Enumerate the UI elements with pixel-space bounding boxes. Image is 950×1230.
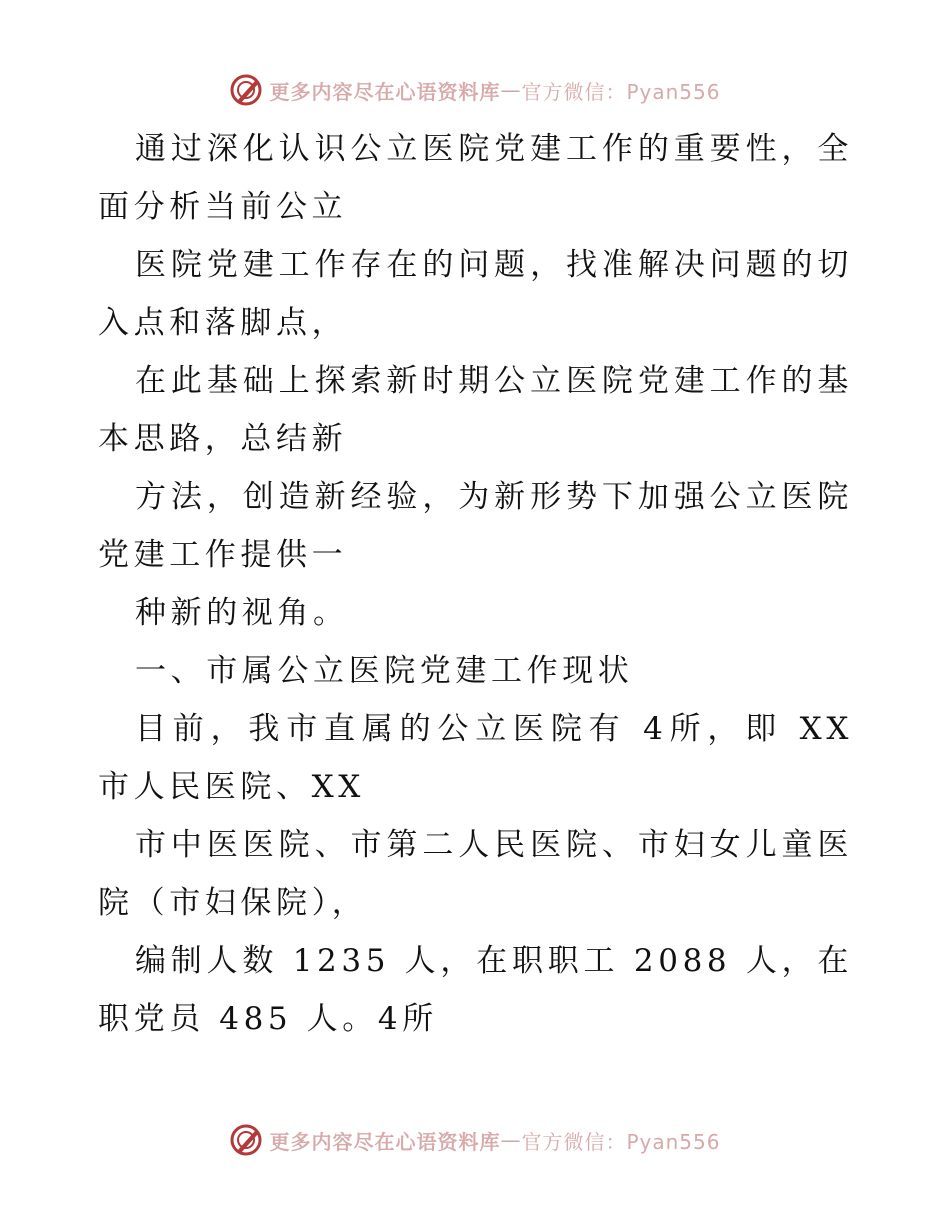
- header-watermark: [0, 70, 950, 110]
- body-paragraph: 种新的视角。: [135, 595, 349, 631]
- body-paragraph: 医院党建工作存在的问题，找准解决问题的切入点和落脚点，: [98, 247, 853, 341]
- writing-hand-logo-icon: [229, 73, 263, 107]
- body-paragraph: 在此基础上探索新时期公立医院党建工作的基本思路，总结新: [98, 363, 853, 457]
- footer-watermark: [0, 1120, 950, 1160]
- body-paragraph: 方法，创造新经验，为新形势下加强公立医院党建工作提供一: [98, 479, 853, 573]
- writing-hand-logo-icon: [229, 1123, 263, 1157]
- header-site-text: 更多内容尽在心语资料库: [269, 79, 501, 104]
- body-paragraph: 通过深化认识公立医院党建工作的重要性，全面分析当前公立: [98, 131, 853, 225]
- footer-site-text: 更多内容尽在心语资料库: [269, 1129, 501, 1154]
- footer-wechat-text: 官方微信：Pyan556: [521, 1129, 721, 1154]
- body-paragraph: 目前，我市直属的公立医院有 4所，即 XX 市人民医院、XX: [98, 711, 868, 805]
- header-separator: —: [500, 78, 522, 102]
- document-body: [98, 120, 868, 1048]
- body-paragraph: 市中医医院、市第二人民医院、市妇女儿童医院（市妇保院），: [98, 827, 853, 921]
- body-paragraph: 编制人数 1235 人，在职职工 2088 人，在职党员 485 人。4所: [98, 943, 853, 1037]
- header-wechat-text: 官方微信：Pyan556: [521, 79, 721, 104]
- footer-separator: —: [500, 1128, 522, 1152]
- section-heading: 一、市属公立医院党建工作现状: [135, 653, 634, 689]
